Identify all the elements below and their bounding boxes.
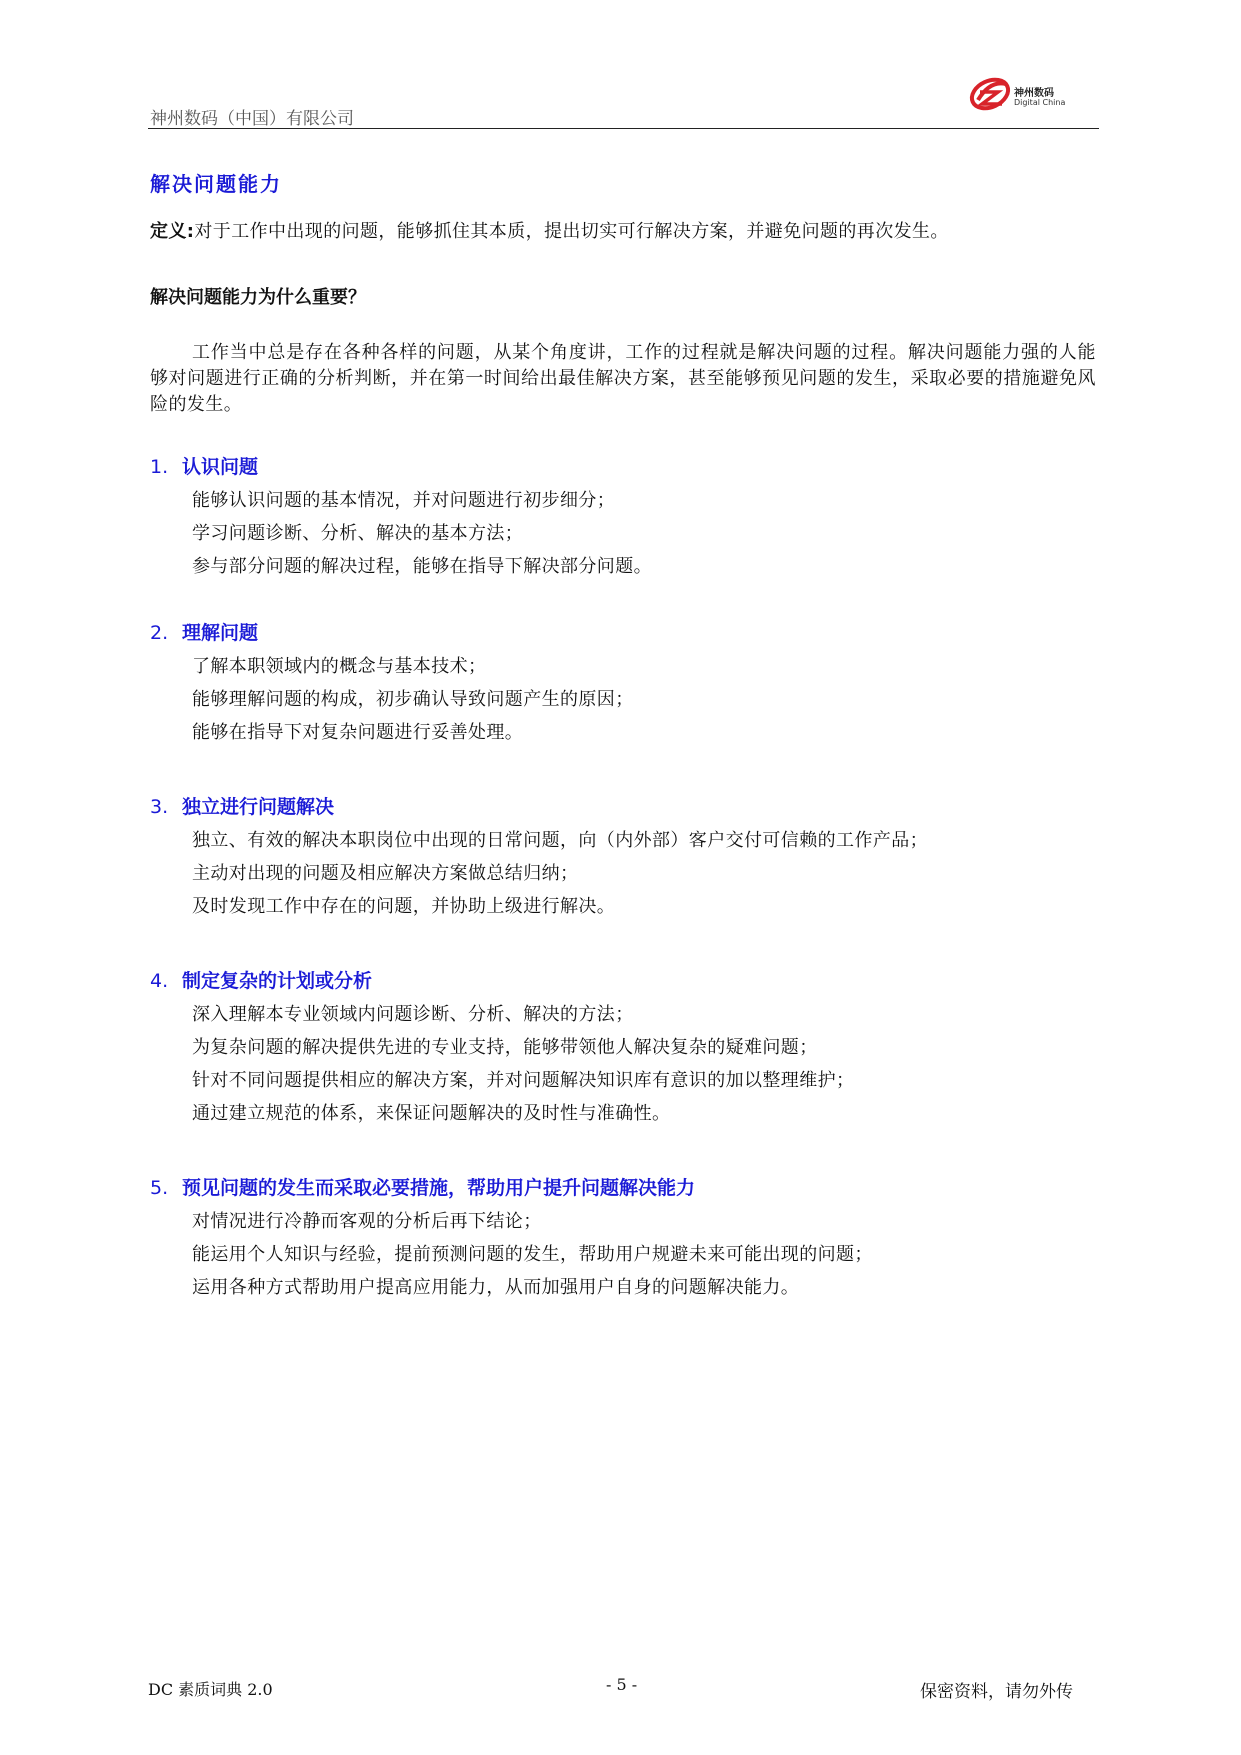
section-number: 4. [150,970,169,992]
section-heading-2 [150,618,258,645]
section-title: 制定复杂的计划或分析 [182,970,373,992]
company-logo [968,70,1072,118]
section-title: 理解问题 [182,622,259,644]
list-item: 了解本职领域内的概念与基本技术； [192,656,487,677]
footer-document-title: DC 素质词典 2.0 [148,1680,273,1699]
section-heading-3 [150,792,334,819]
definition-label: 定义: [150,221,195,242]
list-item: 能够认识问题的基本情况，并对问题进行初步细分； [192,490,616,511]
section-heading-1 [150,452,258,479]
digital-china-logo-icon [968,70,1014,116]
section-title: 认识问题 [182,456,259,478]
list-item: 及时发现工作中存在的问题，并协助上级进行解决。 [192,896,616,917]
list-item: 能够理解问题的构成，初步确认导致问题产生的原因； [192,689,634,710]
list-item: 针对不同问题提供相应的解决方案，并对问题解决知识库有意识的加以整理维护； [192,1070,855,1091]
section-items-5 [192,1205,873,1304]
definition-text: 对于工作中出现的问题，能够抓住其本质，提出切实可行解决方案，并避免问题的再次发生。 [194,221,949,242]
list-item: 能够在指导下对复杂问题进行妥善处理。 [192,722,524,743]
footer-confidential-notice: 保密资料，请勿外传 [920,1682,1073,1702]
list-item: 对情况进行冷静而客观的分析后再下结论； [192,1211,542,1232]
logo-chinese-name: 神州数码 [1014,88,1054,99]
intro-paragraph: 工作当中总是存在各种各样的问题，从某个角度讲，工作的过程就是解决问题的过程。解决问题能力强的人能够对问题进行正确的分析判断，并在第一时间给出最佳解决方案，甚至能够预见问题的发生，采取必要的措施避免风险的发生。 [150,342,1096,415]
section-items-2 [192,650,634,749]
section-title: 独立进行问题解决 [182,796,335,818]
importance-question: 解决问题能力为什么重要？ [150,287,366,308]
section-items-1 [192,484,652,583]
list-item: 能运用个人知识与经验，提前预测问题的发生，帮助用户规避未来可能出现的问题； [192,1244,873,1265]
list-item: 主动对出现的问题及相应解决方案做总结归纳； [192,863,579,884]
section-number: 5. [150,1177,169,1199]
section-number: 2. [150,622,169,644]
header-company-name: 神州数码（中国）有限公司 [150,109,354,129]
page-title: 解决问题能力 [150,172,282,196]
section-title: 预见问题的发生而采取必要措施，帮助用户提升问题解决能力 [182,1177,696,1199]
list-item: 参与部分问题的解决过程，能够在指导下解决部分问题。 [192,556,652,577]
list-item: 独立、有效的解决本职岗位中出现的日常问题，向（内外部）客户交付可信赖的工作产品； [192,830,928,851]
section-number: 1. [150,456,169,478]
list-item: 学习问题诊断、分析、解决的基本方法； [192,523,524,544]
section-number: 3. [150,796,169,818]
header-divider [148,128,1099,129]
list-item: 为复杂问题的解决提供先进的专业支持，能够带领他人解决复杂的疑难问题； [192,1037,818,1058]
section-heading-4 [150,966,372,993]
list-item: 通过建立规范的体系，来保证问题解决的及时性与准确性。 [192,1103,671,1124]
footer-page-number: - 5 - [606,1675,638,1694]
list-item: 深入理解本专业领域内问题诊断、分析、解决的方法； [192,1004,634,1025]
logo-english-name: Digital China [1014,98,1066,107]
list-item: 运用各种方式帮助用户提高应用能力，从而加强用户自身的问题解决能力。 [192,1277,800,1298]
section-heading-5 [150,1173,695,1200]
section-items-3 [192,824,928,923]
definition [150,217,949,243]
section-items-4 [192,998,854,1130]
